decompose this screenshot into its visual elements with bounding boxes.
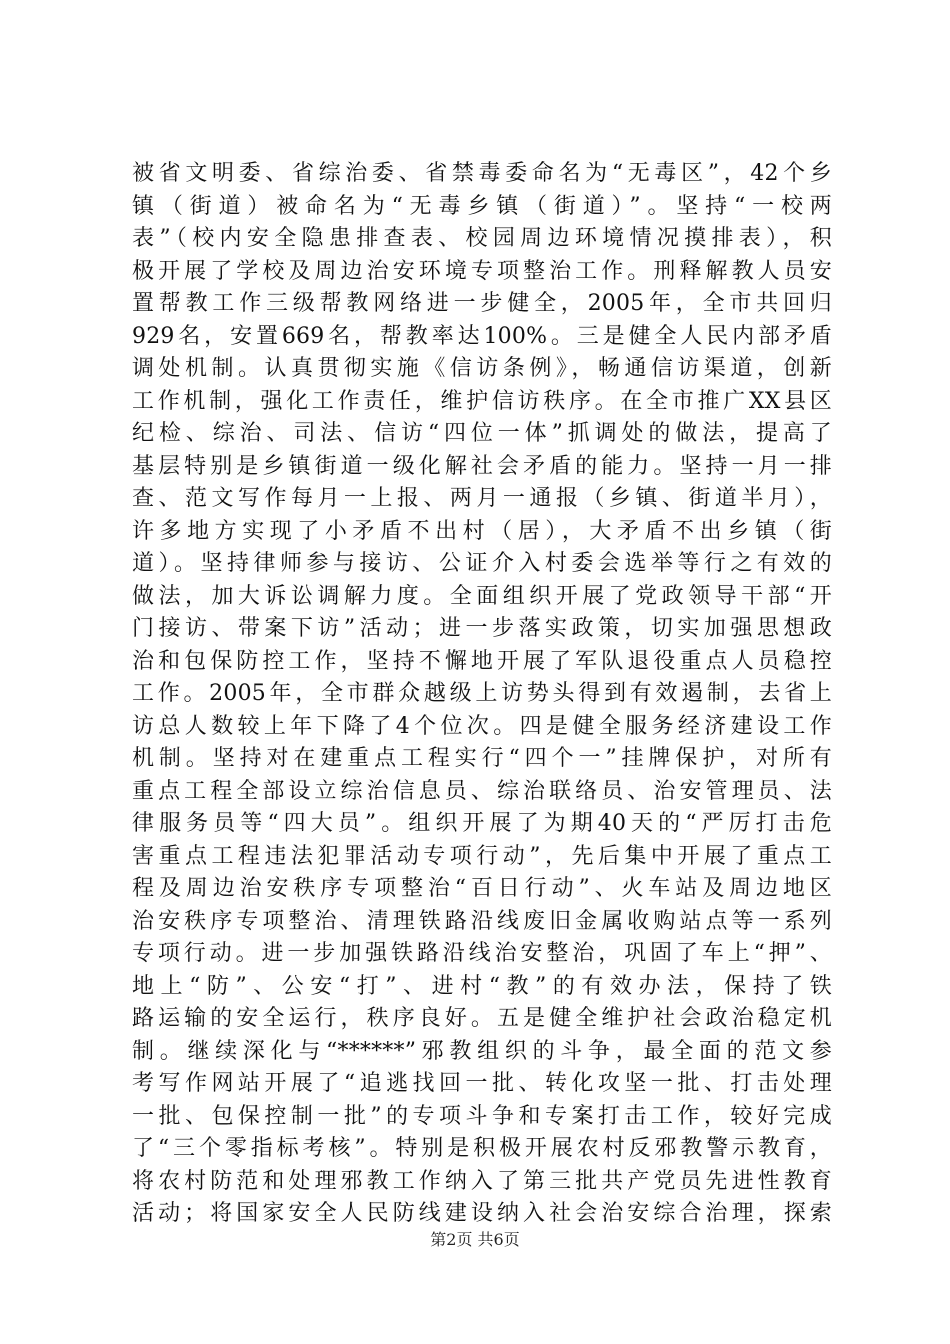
- text-line: 极开展了学校及周边治安环境专项整治工作。刑释解教人员安: [132, 258, 832, 284]
- text-line: 活动；将国家安全人民防线建设纳入社会治安综合治理，探索: [132, 1201, 832, 1226]
- text-line: 做法，加大诉讼调解力度。全面组织开展了党政领导干部“开: [132, 583, 832, 609]
- text-line: 路运输的安全运行，秩序良好。五是健全维护社会政治稳定机: [132, 1006, 832, 1031]
- text-line: 纪检、综治、司法、信访“四位一体”抓调处的做法，提高了: [132, 421, 832, 446]
- text-line: 929名，安置669名，帮教率达100%。三是健全人民内部矛盾: [132, 323, 832, 349]
- text-line: 门接访、带案下访”活动；进一步落实政策，切实加强思想政: [132, 616, 832, 641]
- text-line: 地上“防”、公安“打”、进村“教”的有效办法，保持了铁: [132, 973, 832, 999]
- text-line: 制。继续深化与“******”邪教组织的斗争，最全面的范文参: [132, 1038, 832, 1064]
- text-line: 被省文明委、省综治委、省禁毒委命名为“无毒区”，42个乡: [132, 161, 832, 186]
- text-line: 许多地方实现了小矛盾不出村（居），大矛盾不出乡镇（街: [132, 518, 832, 544]
- text-line: 表”（校内安全隐患排查表、校园周边环境情况摸排表），积: [132, 226, 832, 251]
- text-line: 置帮教工作三级帮教网络进一步健全，2005年，全市共回归: [132, 291, 832, 316]
- text-line: 考写作网站开展了“追逃找回一批、转化攻坚一批、打击处理: [132, 1071, 832, 1096]
- text-line: 访总人数较上年下降了4个位次。四是健全服务经济建设工作: [132, 713, 832, 739]
- text-line: 重点工程全部设立综治信息员、综治联络员、治安管理员、法: [132, 778, 832, 804]
- text-line: 工作机制，强化工作责任，维护信访秩序。在全市推广XX县区: [132, 388, 832, 414]
- page-footer: 第2页 共6页: [430, 1230, 520, 1249]
- text-line: 程及周边治安秩序专项整治“百日行动”、火车站及周边地区: [132, 876, 832, 901]
- text-line: 查、范文写作每月一上报、两月一通报（乡镇、街道半月），: [132, 486, 832, 511]
- text-line: 镇（街道）被命名为“无毒乡镇（街道）”。坚持“一校两: [132, 193, 832, 219]
- text-line: 基层特别是乡镇街道一级化解社会矛盾的能力。坚持一月一排: [132, 453, 832, 479]
- text-line: 一批、包保控制一批”的专项斗争和专案打击工作，较好完成: [132, 1103, 832, 1129]
- text-line: 专项行动。进一步加强铁路沿线治安整治，巩固了车上“押”、: [132, 941, 832, 966]
- text-line: 机制。坚持对在建重点工程实行“四个一”挂牌保护，对所有: [132, 746, 832, 771]
- text-line: 调处机制。认真贯彻实施《信访条例》，畅通信访渠道，创新: [132, 356, 832, 381]
- text-line: 治和包保防控工作，坚持不懈地开展了军队退役重点人员稳控: [132, 648, 832, 674]
- text-line: 律服务员等“四大员”。组织开展了为期40天的“严厉打击危: [132, 811, 832, 836]
- text-line: 治安秩序专项整治、清理铁路沿线废旧金属收购站点等一系列: [132, 908, 832, 934]
- text-line: 害重点工程违法犯罪活动专项行动”，先后集中开展了重点工: [132, 843, 832, 869]
- body-text: [132, 158, 832, 1231]
- text-line: 道）。坚持律师参与接访、公证介入村委会选举等行之有效的: [132, 551, 832, 576]
- text-line: 工作。2005年，全市群众越级上访势头得到有效遏制，去省上: [132, 681, 832, 706]
- text-line: 将农村防范和处理邪教工作纳入了第三批共产党员先进性教育: [132, 1168, 832, 1194]
- text-line: 了“三个零指标考核”。特别是积极开展农村反邪教警示教育，: [132, 1136, 832, 1161]
